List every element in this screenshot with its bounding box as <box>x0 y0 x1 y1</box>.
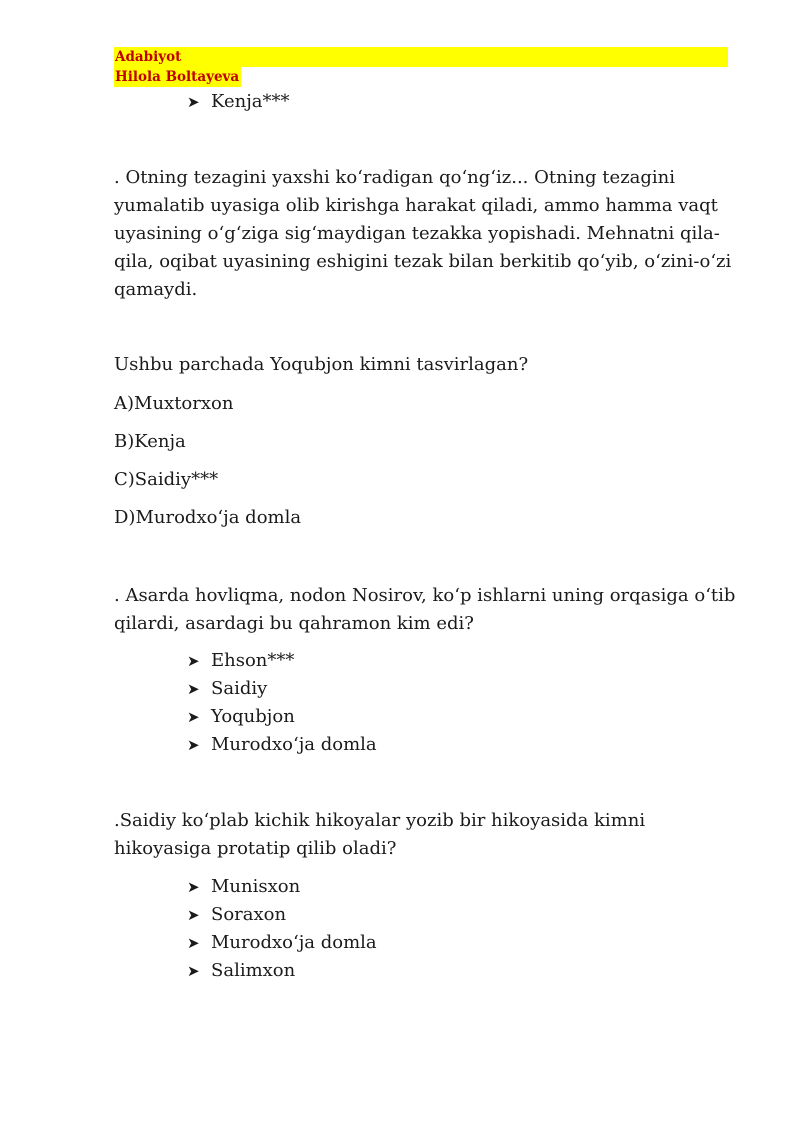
arrow-bullet-icon: ➤ <box>187 708 200 726</box>
option-text: Munisxon <box>211 876 301 897</box>
list-item <box>187 703 377 731</box>
option-a: A)Muxtorxon <box>114 393 234 414</box>
question-2: . Asarda hovliqma, nodon Nosirov, ko‘p ishlarni uning orqasiga o‘tib qilardi, asardagi bu qahramon kim edi? <box>114 585 736 634</box>
option-text: Soraxon <box>211 904 287 925</box>
option-c: C)Saidiy*** <box>114 469 219 490</box>
q3-option-list <box>187 873 377 985</box>
list-item <box>187 731 377 759</box>
passage-text: . Otning tezagini yaxshi ko‘radigan qo‘ng‘iz... Otning tezagini yumalatib uyasiga olib kirishga harakat qiladi, ammo hamma vaqt uyasining o‘g‘ziga sig‘maydigan tezakka yopishadi. Mehnatni qila-qila, oqibat uyasining eshigini tezak bilan berkitib qo‘yib, o‘zini-o‘zi qamaydi. <box>114 167 732 300</box>
option-text: Saidiy <box>211 678 268 699</box>
arrow-bullet-icon: ➤ <box>187 878 200 896</box>
option-d: D)Murodxo‘ja domla <box>114 507 302 528</box>
subject-label: Adabiyot <box>114 47 728 67</box>
list-item <box>187 957 377 985</box>
arrow-bullet-icon: ➤ <box>187 93 200 111</box>
arrow-bullet-icon: ➤ <box>187 906 200 924</box>
list-item <box>187 929 377 957</box>
arrow-bullet-icon: ➤ <box>187 962 200 980</box>
question-1: Ushbu parchada Yoqubjon kimni tasvirlagan? <box>114 354 529 375</box>
arrow-bullet-icon: ➤ <box>187 652 200 670</box>
arrow-bullet-icon: ➤ <box>187 934 200 952</box>
option-text: Ehson*** <box>211 650 295 671</box>
option-text: Yoqubjon <box>211 706 295 727</box>
question-3: .Saidiy ko‘plab kichik hikoyalar yozib bir hikoyasida kimni hikoyasiga protatip qilib oladi? <box>114 810 646 859</box>
list-item <box>187 873 377 901</box>
option-text: Murodxo‘ja domla <box>211 734 377 755</box>
list-item <box>187 901 377 929</box>
option-b: B)Kenja <box>114 431 186 452</box>
document-header <box>114 47 728 87</box>
arrow-bullet-icon: ➤ <box>187 736 200 754</box>
list-item <box>187 88 290 116</box>
q0-option-list <box>187 88 290 116</box>
option-text: Murodxo‘ja domla <box>211 932 377 953</box>
list-item <box>187 675 377 703</box>
list-item <box>187 647 377 675</box>
author-label: Hilola Boltayeva <box>115 69 240 85</box>
arrow-bullet-icon: ➤ <box>187 680 200 698</box>
q2-option-list <box>187 647 377 759</box>
option-text: Salimxon <box>211 960 296 981</box>
option-text: Kenja*** <box>211 91 290 112</box>
